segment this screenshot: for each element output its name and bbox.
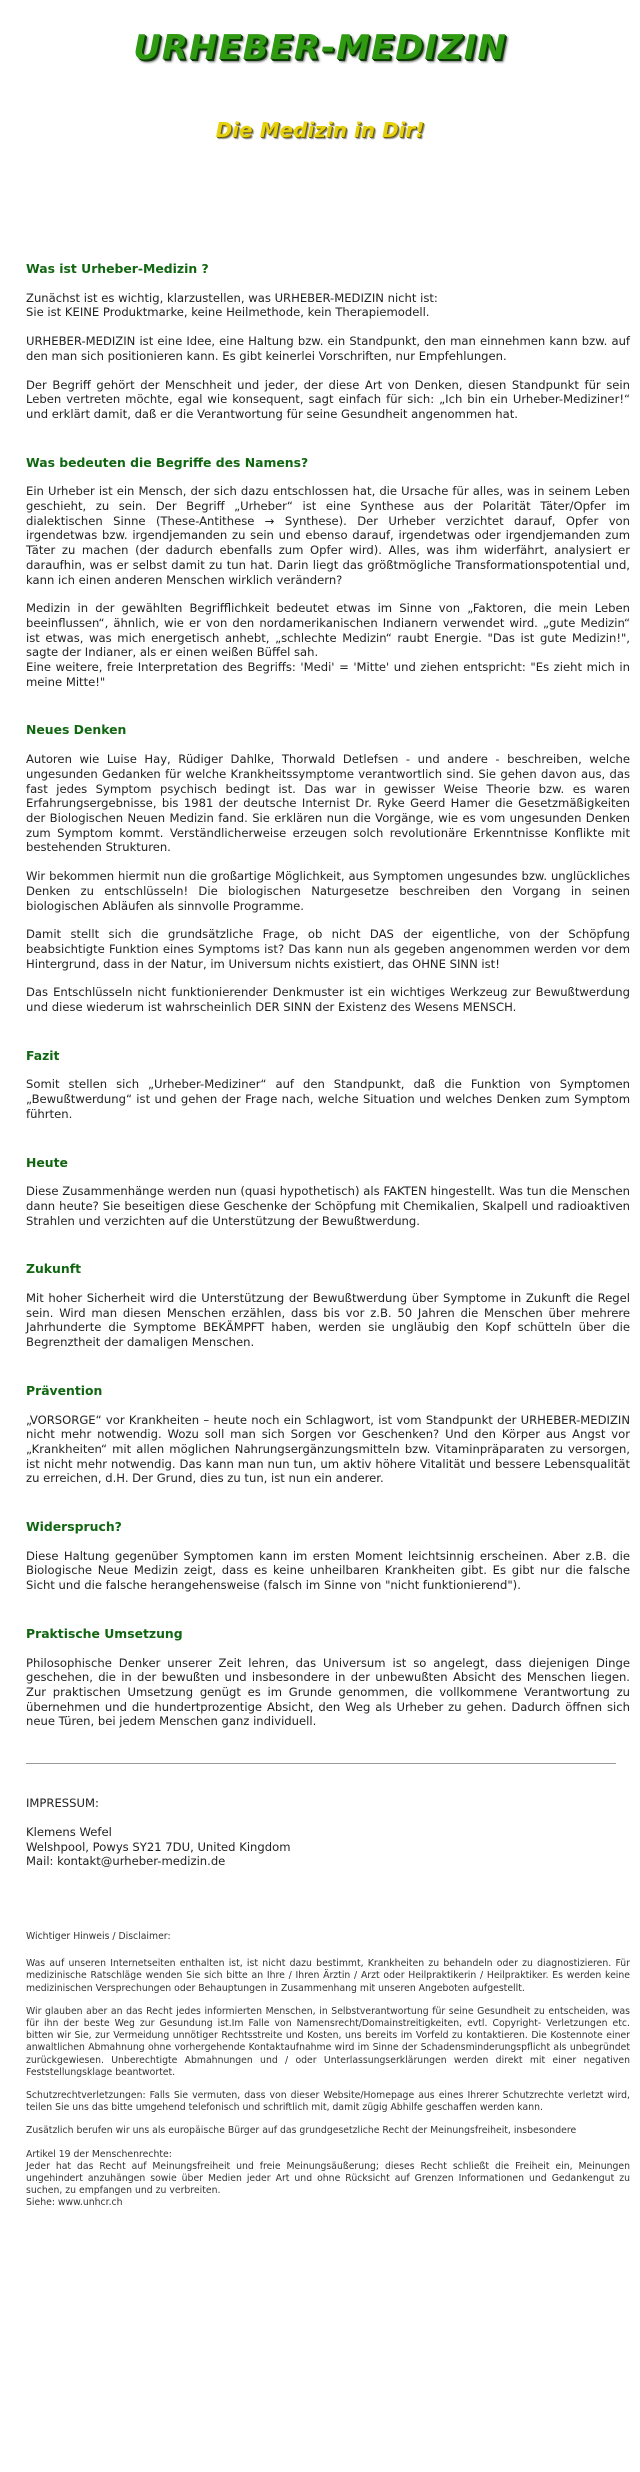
site-tagline: Die Medizin in Dir! <box>215 118 425 142</box>
article-section <box>26 1262 630 1350</box>
disclaimer-paragraph: Was auf unseren Internetseiten enthalten ist, ist nicht dazu bestimmt, Krankheiten zu behandeln oder zu diagnostizieren. Für medizinische Ratschläge wenden Sie sich bitte an Ihre / Ihren Ärztin / Arzt oder Heilpraktikerin / Heilpraktiker. Es werden keine medizinischen Versprechungen oder Behauptungen in Zusammenhang mit unseren Angeboten aufgestellt. <box>26 1958 630 1994</box>
impressum-name: Klemens Wefel <box>26 1824 112 1839</box>
section-paragraph: Der Begriff gehört der Menschheit und jeder, der diese Art von Denken, diesen Standpunkt für sein Leben vertreten möchte, egal wie konsequent, sagt einfach für sich: „Ich bin ein Urheber-Mediziner!“ und erklärt damit, daß er die Verantwortung für seine Gesundheit angenommen hat. <box>26 377 630 421</box>
section-divider <box>26 1763 616 1764</box>
article-section <box>26 723 630 1014</box>
disclaimer-paragraph: Zusätzlich berufen wir uns als europäische Bürger auf das grundgesetzliche Recht der Meinungsfreiheit, insbesondere <box>26 2125 577 2137</box>
article-section <box>26 456 630 690</box>
article-section <box>26 1520 630 1593</box>
impressum-mail[interactable]: Mail: kontakt@urheber-medizin.de <box>26 1854 226 1869</box>
section-paragraph: Autoren wie Luise Hay, Rüdiger Dahlke, Thorwald Detlefsen - und andere - beschreiben, welche ungesunden Gedanken für welche Krankheitssymptome verantwortlich sind. Sie gehen davon aus, das fast jedes Symptom psychisch bedingt ist. Das war in gewisser Weise Theorie bzw. es waren Erfahrungsergebnisse, bis 1981 der deutsche Internist Dr. Ryke Geerd Hamer die Gesetzmäßigkeiten der Biologischen Neuen Medizin fand. Sie erklären nun die Vorgänge, wie es vom ungesunden Denken zum Symptom kommt. Verständlicherweise erzeugen solch revolutionäre Erkenntnisse Konflikte mit bestehenden Strukturen. <box>26 752 630 855</box>
section-paragraph: URHEBER-MEDIZIN ist eine Idee, eine Haltung bzw. ein Standpunkt, den man einnehmen kann bzw. auf den man sich positionieren kann. Es gibt keinerlei Vorschriften, nur Empfehlungen. <box>26 334 630 363</box>
article-section <box>26 1384 630 1486</box>
section-paragraph: Diese Haltung gegenüber Symptomen kann im ersten Moment leichtsinnig erscheinen. Aber z.B. die Biologische Neue Medizin zeigt, dass es keine unheilbaren Krankheiten gibt. Es gibt nur die falsche Sicht und die falsche herangehensweise (falsch im Sinne von "nicht funktionierend"). <box>26 1548 630 1593</box>
section-heading: Praktische Umsetzung <box>26 1625 183 1641</box>
article-sections <box>26 262 630 1729</box>
disclaimer-title: Wichtiger Hinweis / Disclaimer: <box>26 1930 171 1942</box>
section-paragraph: Medizin in der gewählten Begrifflichkeit bedeutet etwas im Sinne von „Faktoren, die mein Leben beeinflussen“, ähnlich, wie er von den nordamerikanischen Indianern verwendet wird. „gute Medizin“ ist etwas, was mich energetisch anhebt, „schlechte Medizin“ raubt Energie. "Das ist gute Medizin!", sagte der Indianer, als er einen weißen Büffel sah. Eine weitere, freie Interpretation des Begriffs: 'Medi' = 'Mitte' und ziehen entspricht: "Es zieht mich in meine Mitte!" <box>26 601 630 689</box>
disclaimer-paragraphs <box>26 1958 630 2209</box>
section-heading: Was ist Urheber-Medizin ? <box>26 261 209 276</box>
section-paragraph: Diese Zusammenhänge werden nun (quasi hypothetisch) als FAKTEN hingestellt. Was tun die Menschen dann heute? Sie beseitigen diese Geschenke der Schöpfung mit Chemikalien, Skalpell und radioaktiven Strahlen und verzichten auf die Unterstützung der Bewußtwerdung. <box>26 1184 630 1228</box>
section-paragraph: Ein Urheber ist ein Mensch, der sich dazu entschlossen hat, die Ursache für alles, was in seinem Leben geschieht, zu sein. Der Begriff „Urheber“ ist eine Synthese aus der Polarität Täter/Opfer im dialektischen Sinne (These-Antithese → Synthese). Der Urheber verzichtet darauf, Opfer von irgendetwas bzw. irgendjemanden zu sein und ebenso darauf, irgendetwas oder irgendjemanden zum Täter zu machen (der dadurch ebenfalls zum Opfer wird). Alles, was ihm widerfährt, analysiert er daraufhin, was er selbst damit zu tun hat. Darin liegt das größtmögliche Transformationspotential und, kann ich einen anderen Menschen wirklich verändern? <box>26 484 630 587</box>
section-paragraph: Wir bekommen hiermit nun die großartige Möglichkeit, aus Symptomen ungesundes bzw. unglückliches Denken zu entschlüsseln! Die biologischen Naturgesetze beschreiben den Vorgang in seinen biologischen Abläufen als sinnvolle Programme. <box>26 869 630 913</box>
section-paragraph: Das Entschlüsseln nicht funktionierender Denkmuster ist ein wichtiges Werkzeug zur Bewußtwerdung und diese wiederum ist wahrscheinlich DER SINN der Existenz des Wesens MENSCH. <box>26 985 630 1015</box>
section-heading: Prävention <box>26 1382 103 1398</box>
impressum-title: IMPRESSUM: <box>26 1796 99 1811</box>
disclaimer-paragraph: Wir glauben aber an das Recht jedes informierten Menschen, in Selbstverantwortung für seine Gesundheit zu entscheiden, was für ihn der beste Weg zur Gesundung ist.Im Falle von Namensrecht/Domainstreitigkeiten, evtl. Copyright- Verletzungen etc. bitten wir Sie, zur Vermeidung unnötiger Rechtsstreite und Kosten, uns bereits im Vorfeld zu kontaktieren. Die Kostennote einer anwaltlichen Abmahnung ohne vorhergehende Kontaktaufnahme wird im Sinne der Schadensminderungspflicht als unbegründet zurückgewiesen. Unberechtigte Abmahnungen und / oder Unterlassungserklärungen werden direkt mit einer negativen Feststellungsklage beantwortet. <box>26 2005 630 2078</box>
section-paragraph: Zunächst ist es wichtig, klarzustellen, was URHEBER-MEDIZIN nicht ist: Sie ist KEINE Produktmarke, keine Heilmethode, kein Therapiemodell. <box>26 290 438 320</box>
disclaimer-paragraph: Schutzrechtverletzungen: Falls Sie vermuten, dass von dieser Website/Homepage aus eines Ihrerer Schutzrechte verletzt wird, teilen Sie uns das bitte umgehend telefonisch und schriftlich mit, damit zügig Abhilfe geschaffen werden kann. <box>26 2089 630 2114</box>
article-section <box>26 1049 630 1122</box>
impressum-address: Welshpool, Powys SY21 7DU, United Kingdom <box>26 1839 291 1854</box>
section-heading: Zukunft <box>26 1261 82 1277</box>
article-section <box>26 262 630 422</box>
site-logo[interactable]: URHEBER-MEDIZIN <box>133 28 507 68</box>
section-heading: Neues Denken <box>26 722 127 738</box>
section-heading: Was bedeuten die Begriffe des Namens? <box>26 454 309 470</box>
impressum <box>26 1796 630 1869</box>
main-content <box>26 262 630 2221</box>
section-heading: Widerspruch? <box>26 1519 122 1535</box>
section-paragraph: Philosophische Denker unserer Zeit lehren, das Universum ist so angelegt, dass diejenigen Dinge geschehen, die in der bewußten und insbesondere in der unbewußten Absicht des Menschen liegen. Zur praktischen Umsetzung genügt es im Grunde genommen, die vollkommene Verantwortung zu übernehmen und die hundertprozentige Absicht, den Weg als Urheber zu gehen. Dadurch öffnen sich neue Türen, bei jedem Menschen ganz individuell. <box>26 1655 630 1729</box>
section-heading: Fazit <box>26 1047 60 1063</box>
article-section <box>26 1156 630 1229</box>
section-paragraph: „VORSORGE“ vor Krankheiten – heute noch ein Schlagwort, ist vom Standpunkt der URHEBER-MEDIZIN nicht mehr notwendig. Wozu soll man sich Sorgen vor Geschenken? Und den Körper aus Angst vor „Krankheiten“ mit allen möglichen Nahrungsergänzungsmitteln bzw. Vitaminpräparaten zu versorgen, ist nicht mehr notwendig. Das kann man nun tun, um aktiv höhere Vitalität und bessere Lebensqualität zu erreichen, d.H. Der Grund, dies zu tun, ist nun ein anderer. <box>26 1412 630 1486</box>
disclaimer-paragraph: Artikel 19 der Menschenrechte: Jeder hat das Recht auf Meinungsfreiheit und freie Meinungsäußerung; dieses Recht schließt die Freiheit ein, Meinungen ungehindert anzuhängen sowie über Medien jeder Art und ohne Rücksicht auf Grenzen Informationen und Gedankengut zu suchen, zu empfangen und zu verbreiten. Siehe: www.unhcr.ch <box>26 2148 630 2209</box>
section-paragraph: Somit stellen sich „Urheber-Mediziner“ auf den Standpunkt, daß die Funktion von Symptomen „Bewußtwerdung“ ist und gehen der Frage nach, welche Situation und welches Denken zum Symptom führten. <box>26 1077 630 1121</box>
section-paragraph: Damit stellt sich die grundsätzliche Frage, ob nicht DAS der eigentliche, von der Schöpfung beabsichtigte Funktion eines Symptoms ist? Das kann nun als gegeben angenommen werden vor dem Hintergrund, dass in der Natur, im Universum nichts existiert, das OHNE SINN ist! <box>26 927 630 971</box>
section-paragraph: Mit hoher Sicherheit wird die Unterstützung der Bewußtwerdung über Symptome in Zukunft die Regel sein. Wird man diesen Menschen erzählen, dass bis vor z.B. 50 Jahren die Menschen über mehrere Jahrhunderte die Symptome BEKÄMPFT haben, werden sie ungläubig den Kopf schütteln über die Begrenztheit der damaligen Menschen. <box>26 1291 630 1350</box>
article-section <box>26 1627 630 1729</box>
disclaimer <box>26 1931 630 2210</box>
section-heading: Heute <box>26 1154 68 1170</box>
